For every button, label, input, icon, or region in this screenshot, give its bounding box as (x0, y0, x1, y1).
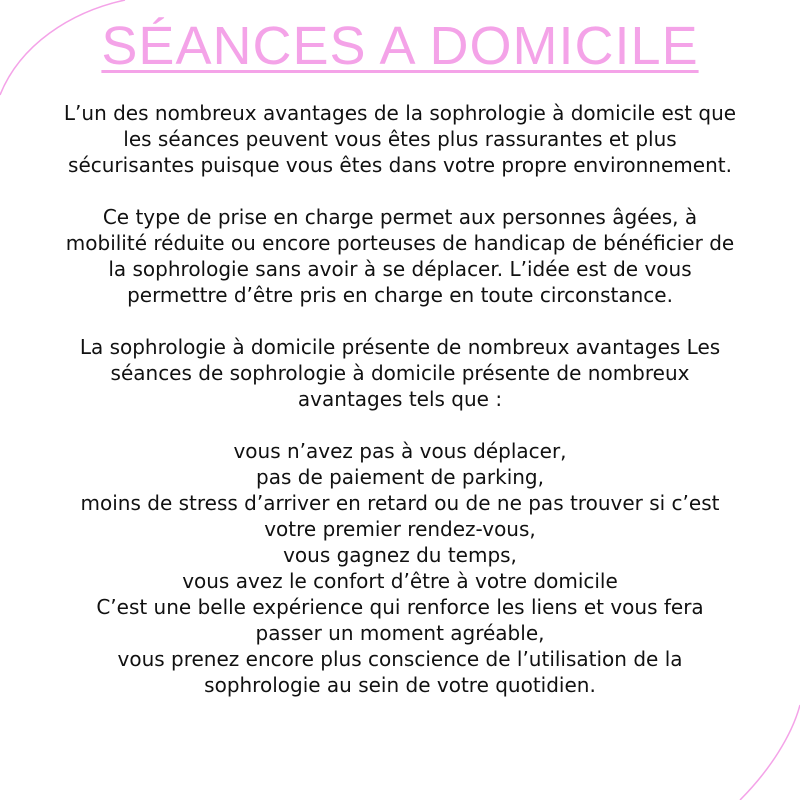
advantages-list (60, 438, 740, 698)
list-item: pas de paiement de parking, (256, 465, 544, 489)
page-title (0, 14, 800, 78)
list-item: vous n’avez pas à vous déplacer, (233, 439, 567, 463)
list-item: vous prenez encore plus conscience de l’utilisation de la sophrologie au sein de votre quotidien. (117, 647, 683, 697)
bottom-right-curve (740, 705, 800, 800)
paragraph-advantages: La sophrologie à domicile présente de nombreux avantages Les séances de sophrologie à domicile présente de nombreux avantages tels que : (79, 335, 721, 411)
page-title-text: SÉANCES A DOMICILE (101, 16, 699, 76)
main-content (60, 100, 740, 698)
list-item: vous gagnez du temps, (283, 543, 517, 567)
list-item: vous avez le confort d’être à votre domicile (182, 569, 618, 593)
paragraph-care: Ce type de prise en charge permet aux personnes âgées, à mobilité réduite ou encore porteuses de handicap de bénéficier de la sophrologie sans avoir à se déplacer. L’idée est de vous permettre d’être pris en charge en toute circonstance. (65, 205, 735, 307)
list-item: moins de stress d’arriver en retard ou de ne pas trouver si c’est votre premier rendez-vous, (80, 491, 720, 541)
list-item: C’est une belle expérience qui renforce les liens et vous fera passer un moment agréable, (96, 595, 704, 645)
paragraph-intro: L’un des nombreux avantages de la sophrologie à domicile est que les séances peuvent vous êtes plus rassurantes et plus sécurisantes puisque vous êtes dans votre propre environnement. (63, 101, 737, 177)
